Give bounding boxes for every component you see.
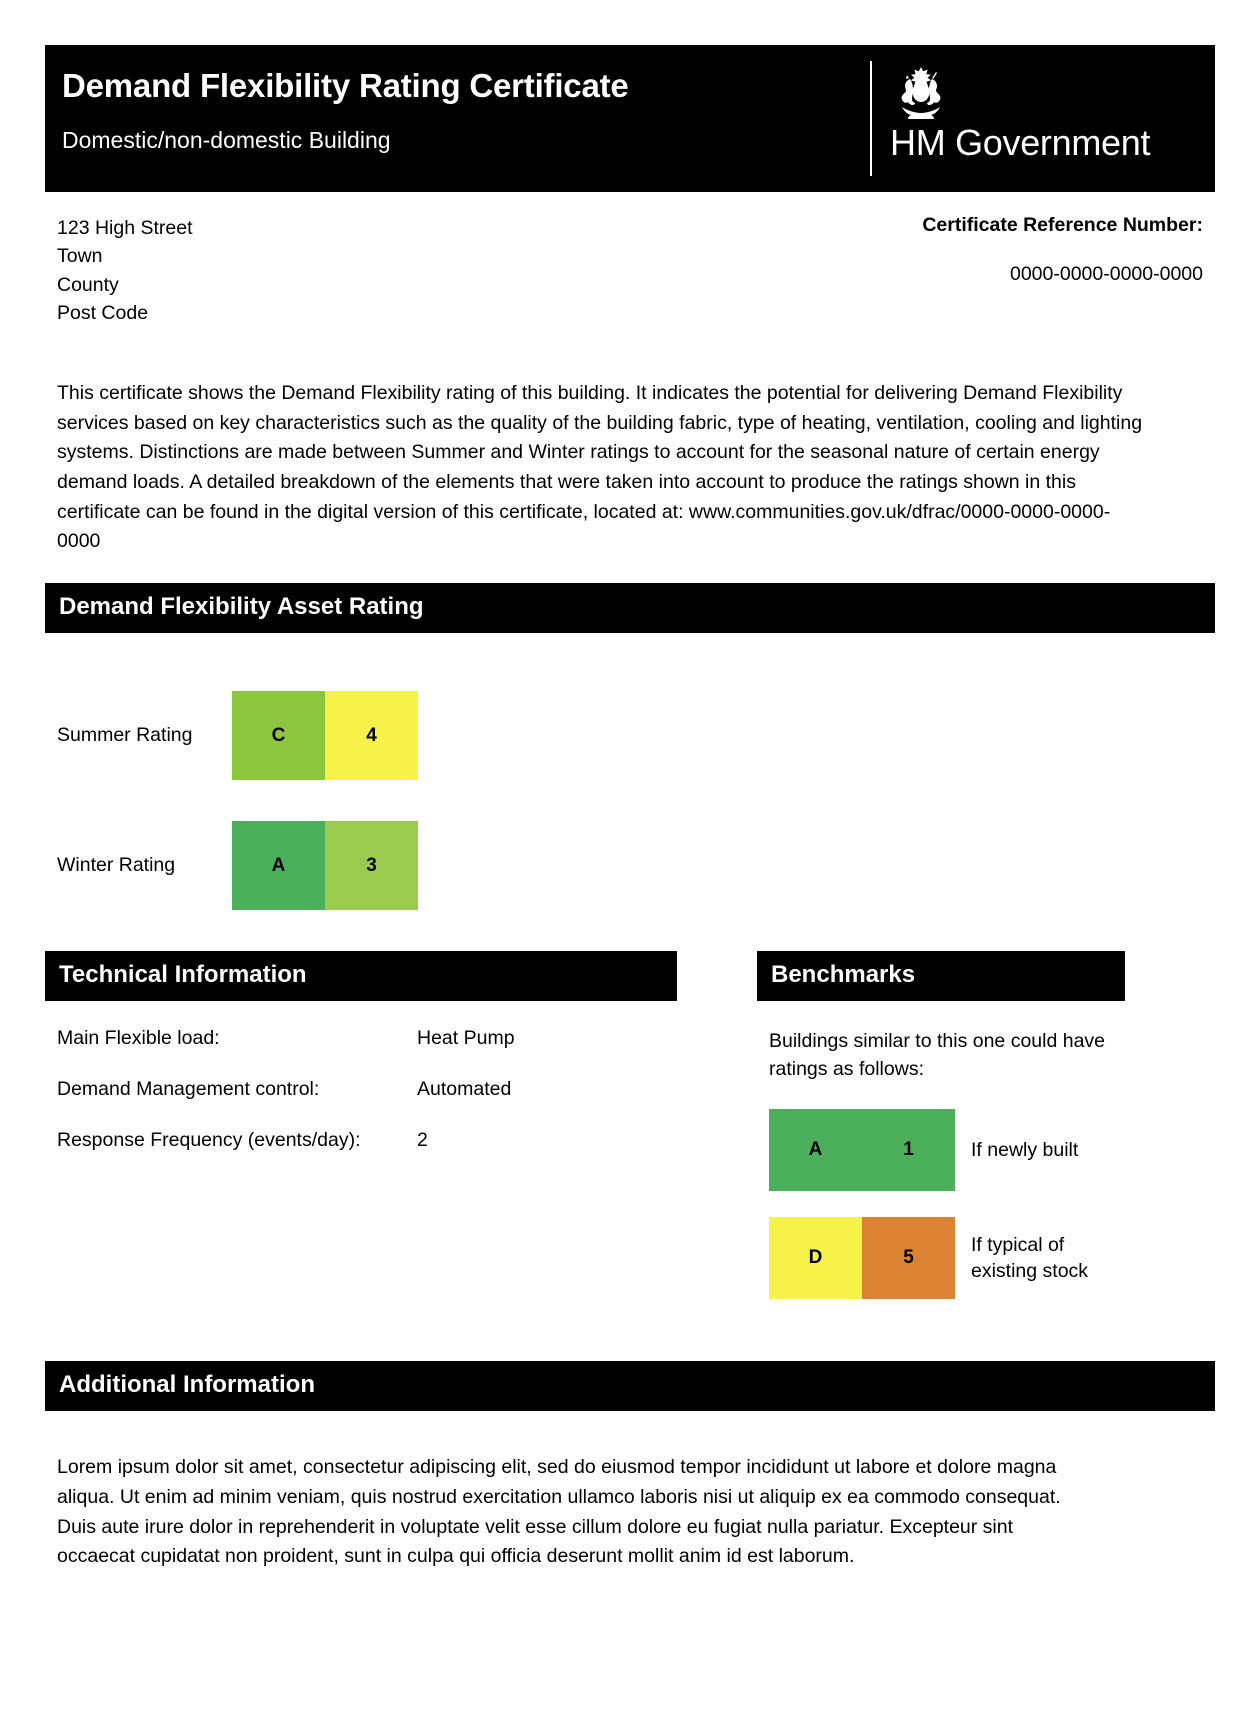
benchmark-bar-new-build — [769, 1109, 955, 1191]
address-line-4: Post Code — [57, 301, 149, 324]
rating-grade-winter: A — [232, 821, 325, 910]
benchmark-item-new-build — [757, 1109, 1125, 1191]
benchmark-bar-existing-stock — [769, 1217, 955, 1299]
rating-row-summer — [57, 671, 1203, 801]
benchmark-grade-new-build: A — [769, 1109, 862, 1191]
page-subtitle: Domestic/non-domestic Building — [62, 126, 391, 153]
certificate-reference-label: Certificate Reference Number: — [922, 214, 1203, 236]
address-line-1: 123 High Street — [57, 217, 193, 239]
intro-paragraph: This certificate shows the Demand Flexibility rating of this building. It indicates the potential for delivering Demand Flexibility services based on key characteristics such as the quality of the building fabric, type of heating, ventilation, cooling and lighting systems. Distinctions are made between Summer and Winter ratings to account for the seasonal nature of certain energy demand loads. A detailed breakdown of the elements that were taken into account to produce the ratings shown in this certificate can be found in the digital version of this certificate, located at: www.communities.gov.uk/dfrac/0000-0000-0000-0000 — [57, 382, 1143, 553]
rating-label-summer: Summer Rating — [57, 724, 193, 747]
section-header-technical: Technical Information — [45, 951, 677, 1001]
certificate-page — [0, 45, 1260, 1735]
page-title: Demand Flexibility Rating Certificate — [62, 67, 629, 104]
technical-rows — [45, 1027, 677, 1152]
certificate-reference-value: 0000-0000-0000-0000 — [1009, 263, 1203, 285]
building-address — [57, 214, 193, 327]
benchmarks-column — [757, 951, 1125, 1300]
benchmarks-intro: Buildings similar to this one could have ratings as follows: — [769, 1029, 1106, 1081]
header-title-block — [45, 45, 870, 192]
technical-row — [57, 1027, 665, 1050]
rating-score-winter: 3 — [325, 821, 418, 910]
benchmark-item-existing-stock — [757, 1217, 1125, 1299]
address-reference-row — [45, 214, 1215, 327]
benchmark-score-new-build: 1 — [862, 1109, 955, 1191]
royal-coat-of-arms-icon — [890, 61, 1215, 123]
rating-label-winter: Winter Rating — [57, 854, 176, 877]
rating-bar-winter — [232, 821, 418, 910]
technical-value: Automated — [417, 1077, 512, 1100]
benchmark-caption-existing-stock: If typical of existing stock — [971, 1234, 1089, 1283]
rating-score-summer: 4 — [325, 691, 418, 780]
additional-information-text: Lorem ipsum dolor sit amet, consectetur adipiscing elit, sed do eiusmod tempor incididunt ut labore et dolore magna aliqua. Ut enim ad minim veniam, quis nostrud exercitation ullamco laboris nisi ut aliquip ex ea commodo consequat. Duis aute irure dolor in reprehenderit in voluptate velit esse cillum dolore eu fugiat nulla pariatur. Excepteur sint occaecat cupidatat non proident, sunt in culpa qui officia deserunt mollit anim id est laborum. — [57, 1456, 1061, 1568]
technical-value: Heat Pump — [417, 1026, 515, 1049]
government-label: HM Government — [890, 122, 1151, 163]
asset-rating-list — [45, 671, 1215, 931]
technical-key: Main Flexible load: — [57, 1026, 220, 1049]
benchmark-caption-new-build: If newly built — [971, 1139, 1079, 1162]
technical-row — [57, 1129, 665, 1152]
address-line-2: Town — [57, 245, 103, 268]
technical-information-column — [45, 951, 677, 1300]
rating-bar-summer — [232, 691, 418, 780]
certificate-reference — [922, 214, 1203, 327]
technical-key: Response Frequency (events/day): — [57, 1128, 361, 1151]
section-header-benchmarks: Benchmarks — [757, 951, 1125, 1001]
benchmark-score-existing-stock: 5 — [862, 1217, 955, 1299]
details-columns — [45, 951, 1215, 1300]
certificate-header — [45, 45, 1215, 192]
rating-grade-summer: C — [232, 691, 325, 780]
benchmark-grade-existing-stock: D — [769, 1217, 862, 1299]
address-line-3: County — [57, 273, 119, 296]
government-branding — [870, 61, 1215, 176]
technical-value: 2 — [417, 1128, 428, 1151]
technical-key: Demand Management control: — [57, 1077, 320, 1100]
section-header-additional: Additional Information — [45, 1361, 1215, 1411]
technical-row — [57, 1078, 665, 1101]
rating-row-winter — [57, 801, 1203, 931]
section-header-asset-rating: Demand Flexibility Asset Rating — [45, 583, 1215, 633]
